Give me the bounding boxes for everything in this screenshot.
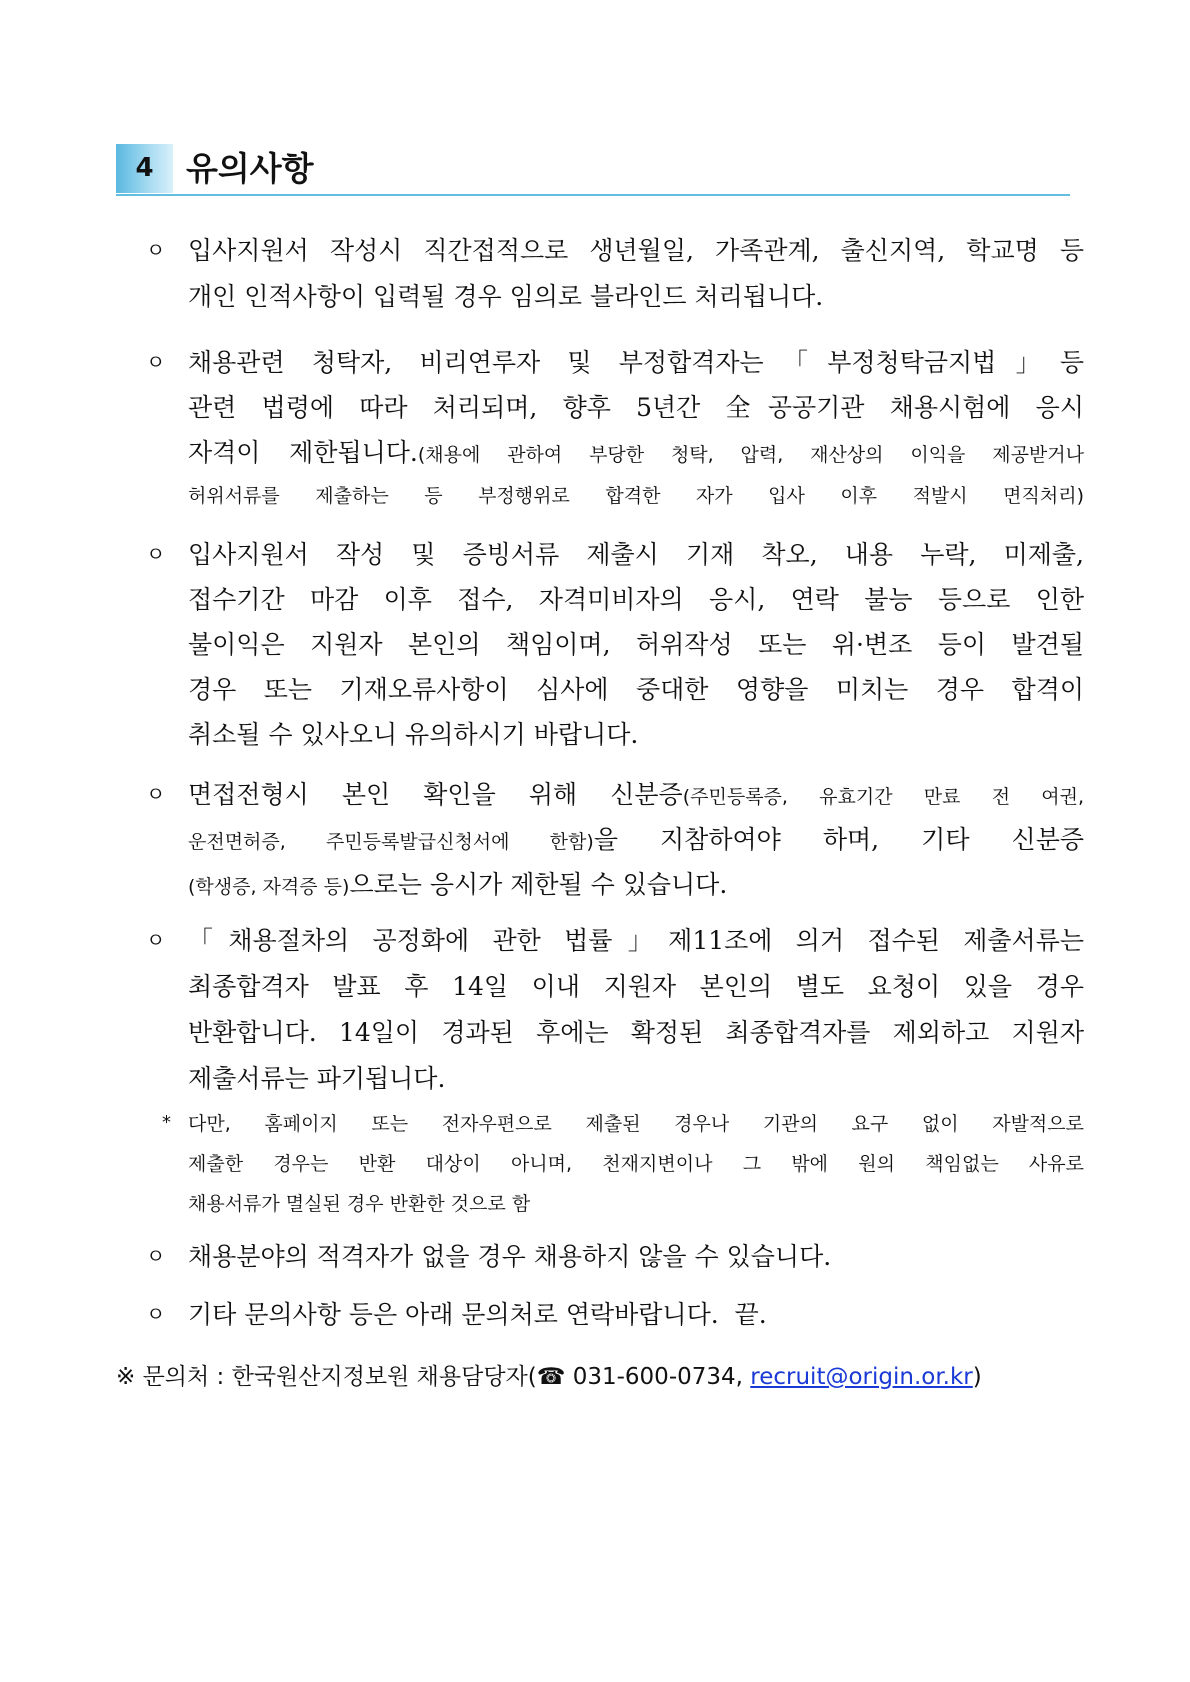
item-line: 채용분야의 적격자가 없을 경우 채용하지 않을 수 있습니다. — [188, 1242, 832, 1271]
note-asterisk: * — [162, 1112, 171, 1133]
item-line: 입사지원서 작성 및 증빙서류 제출시 기재 착오, 내용 누락, 미제출, — [188, 540, 1084, 569]
item-line: 반환합니다. 14일이 경과된 후에는 확정된 최종합격자를 제외하고 지원자 — [188, 1018, 1084, 1047]
item-line: 불이익은 지원자 본인의 책임이며, 허위작성 또는 위·변조 등이 발견될 — [188, 630, 1084, 659]
item-line-small: (채용에 관하여 부당한 청탁, 압력, 재산상의 이익을 제공받거나 — [417, 444, 1084, 466]
item-line: 관련 법령에 따라 처리되며, 향후 5년간 全공공기관 채용시험에 응시 — [188, 393, 1084, 422]
bullet-icon: ㅇ — [146, 928, 166, 952]
item-line: 경우 또는 기재오류사항이 심사에 중대한 영향을 미치는 경우 합격이 — [188, 675, 1084, 704]
item-line-main: 면접전형시 본인 확인을 위해 신분증 — [188, 780, 683, 809]
note-block — [188, 1104, 1084, 1224]
reference-mark: ※ — [116, 1364, 136, 1390]
item-line: 최종합격자 발표 후 14일 이내 지원자 본인의 별도 요청이 있을 경우 — [188, 972, 1084, 1001]
note-line: 다만, 홈페이지 또는 전자우편으로 제출된 경우나 기관의 요구 없이 자발적으로 — [188, 1113, 1084, 1135]
item-line-small: (주민등록증, 유효기간 만료 전 여권, — [682, 786, 1084, 808]
item-line: 「채용절차의 공정화에 관한 법률」제11조에 의거 접수된 제출서류는 — [188, 926, 1084, 955]
item-line: 허위서류를 제출하는 등 부정행위로 합격한 자가 입사 이후 적발시 면직처리) — [188, 485, 1084, 507]
section-number: 4 — [116, 144, 173, 193]
contact-label: 문의처 : 한국원산지정보원 채용담당자( — [142, 1364, 537, 1390]
item-line: 채용관련 청탁자, 비리연루자 및 부정합격자는「부정청탁금지법」등 — [188, 348, 1084, 377]
item-line: 개인 인적사항이 입력될 경우 임의로 블라인드 처리됩니다. — [188, 282, 824, 311]
contact-phone: 031-600-0734, — [565, 1364, 751, 1390]
section-heading — [116, 144, 1070, 196]
item-line: 접수기간 마감 이후 접수, 자격미비자의 응시, 연락 불능 등으로 인한 — [188, 585, 1084, 614]
note-line: 채용서류가 멸실된 경우 반환한 것으로 함 — [188, 1193, 531, 1215]
item-line: 취소될 수 있사오니 유의하시기 바랍니다. — [188, 720, 639, 749]
section-title: 유의사항 — [186, 149, 314, 188]
item-line-main: 으로는 응시가 제한될 수 있습니다. — [349, 870, 728, 899]
item-line — [188, 862, 1084, 907]
item-line-main: 을 지참하여야 하며, 기타 신분증 — [593, 825, 1084, 854]
contact-email-link[interactable]: recruit@origin.or.kr — [750, 1364, 973, 1390]
bullet-icon: ㅇ — [146, 1244, 166, 1268]
item-line — [188, 772, 1084, 817]
item-line: 제출서류는 파기됩니다. — [188, 1064, 446, 1093]
contact-close-paren: ) — [972, 1364, 982, 1390]
item-line: 기타 문의사항 등은 아래 문의처로 연락바랍니다. 끝. — [188, 1300, 767, 1329]
contact-line — [116, 1358, 1084, 1391]
phone-icon: ☎ — [536, 1364, 566, 1390]
item-line-small: (학생증, 자격증 등) — [188, 876, 350, 898]
item-line-small: 운전면허증, 주민등록발급신청서에 한함) — [188, 831, 594, 853]
item-line-main: 자격이 제한됩니다. — [188, 438, 418, 467]
item-line: 입사지원서 작성시 직간접적으로 생년월일, 가족관계, 출신지역, 학교명 등 — [188, 236, 1084, 265]
bullet-icon: ㅇ — [146, 350, 166, 374]
bullet-icon: ㅇ — [146, 542, 166, 566]
bullet-icon: ㅇ — [146, 782, 166, 806]
item-line — [188, 430, 1084, 475]
bullet-icon: ㅇ — [146, 238, 166, 262]
note-line: 제출한 경우는 반환 대상이 아니며, 천재지변이나 그 밖에 원의 책임없는 사유로 — [188, 1153, 1084, 1175]
item-line — [188, 817, 1084, 862]
bullet-icon: ㅇ — [146, 1302, 166, 1326]
